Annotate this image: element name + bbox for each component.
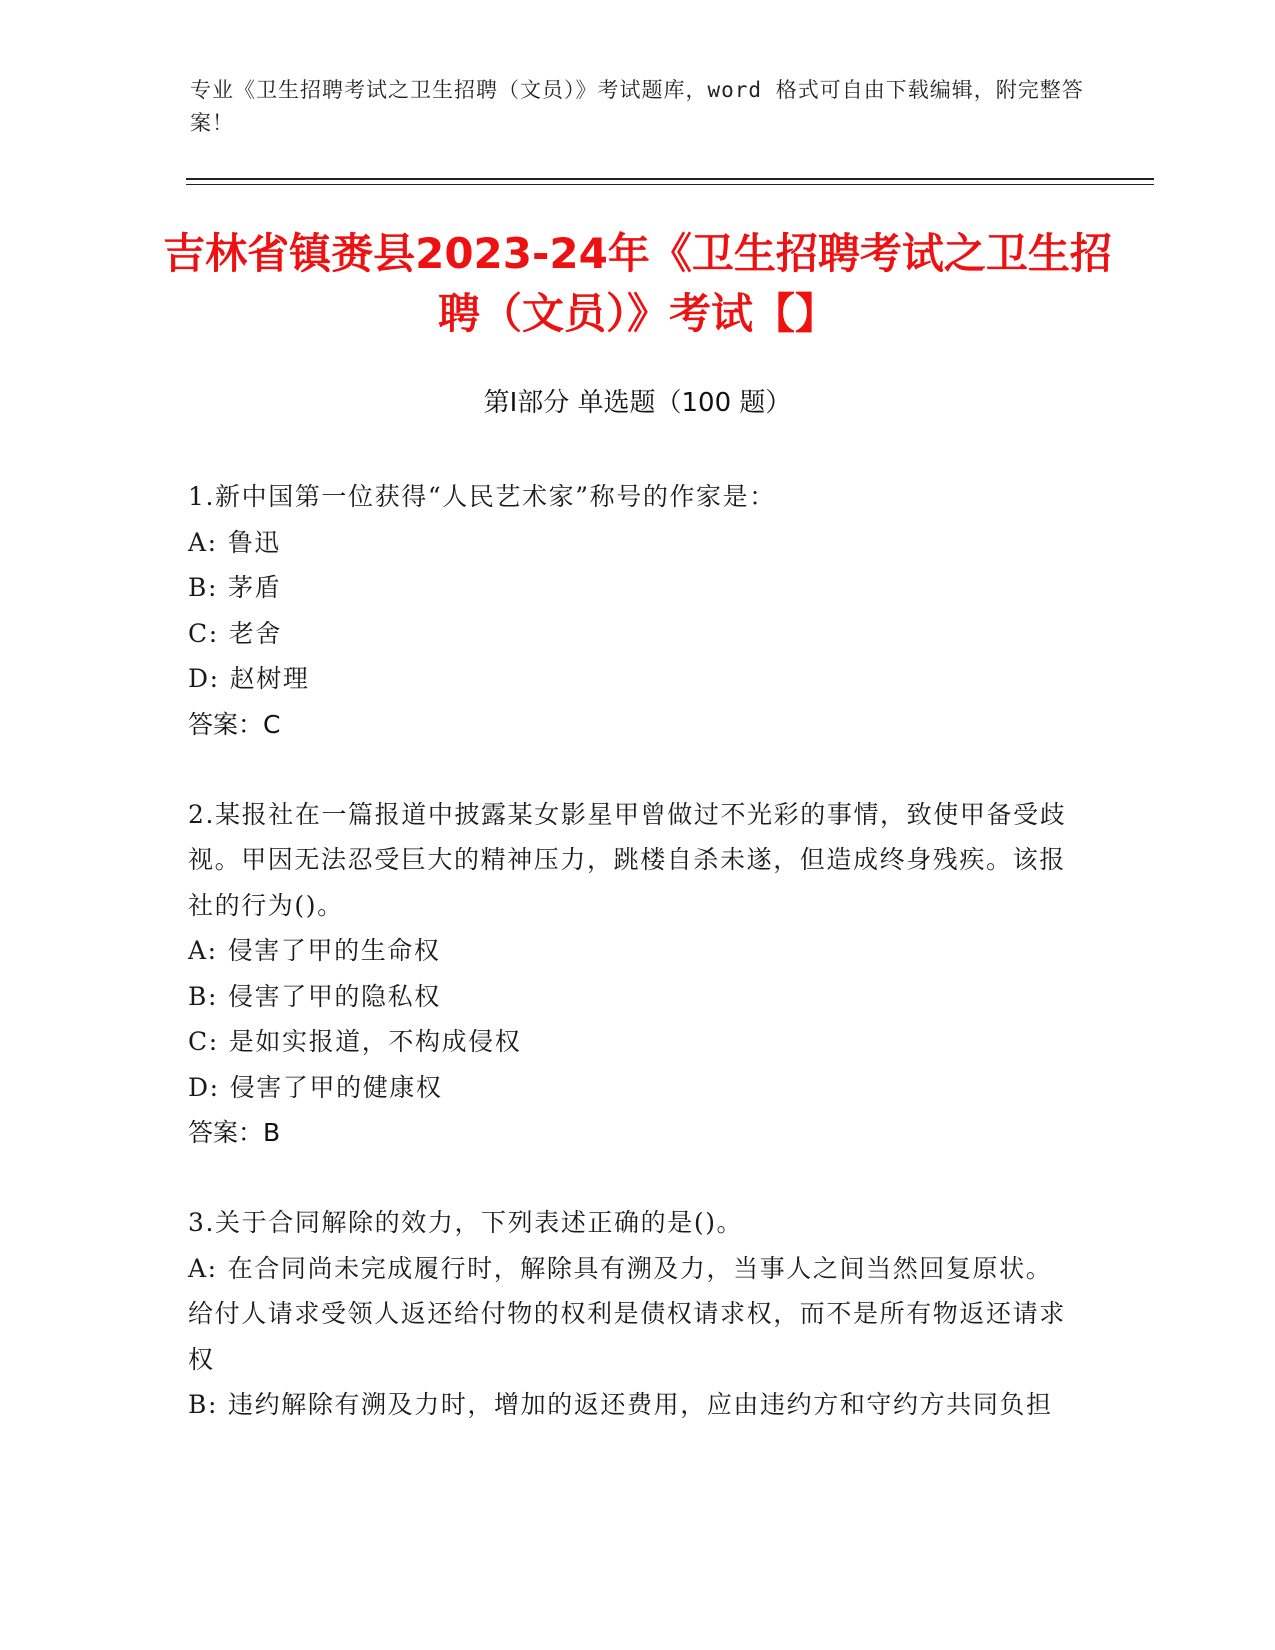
option-letter: D (188, 1072, 210, 1102)
question-stem: 1.新中国第一位获得“人民艺术家”称号的作家是： (188, 482, 776, 511)
question-stem: 3.关于合同解除的效力，下列表述正确的是()。 (188, 1208, 744, 1237)
option-letter: C (188, 1027, 209, 1056)
option-letter: A (188, 936, 208, 965)
option-b: B: 茅盾 (188, 573, 282, 602)
option-text: 是如实报道，不构成侵权 (228, 1027, 522, 1056)
option-text: 鲁迅 (227, 527, 281, 557)
option-text: 茅盾 (228, 573, 282, 602)
option-b: B: 违约解除有溯及力时，增加的返还费用，应由违约方和守约方共同负担 (188, 1390, 1053, 1419)
document-title: 吉林省镇赉县2023-24年《卫生招聘考试之卫生招聘（文员）》考试【】 (163, 229, 1112, 338)
header-rule-thin (186, 184, 1154, 185)
option-letter: C (188, 618, 209, 648)
option-letter: A (188, 527, 208, 557)
option-text: 违约解除有溯及力时，增加的返还费用，应由违约方和守约方共同负担 (228, 1390, 1053, 1419)
option-letter: B (188, 573, 208, 602)
option-c: C: 是如实报道，不构成侵权 (188, 1027, 522, 1056)
answer-line: 答案：B (188, 1118, 281, 1147)
option-letter: A (188, 1253, 208, 1283)
option-a: A: 在合同尚未完成履行时，解除具有溯及力，当事人之间当然回复原状。给付人请求受领人返还给付物的权利是债权请求权，而不是所有物返还请求权 (188, 1253, 1066, 1374)
option-text: 赵树理 (229, 664, 310, 693)
option-a: A: 鲁迅 (188, 527, 281, 557)
option-b: B: 侵害了甲的隐私权 (188, 981, 441, 1011)
question-1 (188, 474, 1078, 748)
option-c: C: 老舍 (188, 618, 282, 648)
option-text: 侵害了甲的生命权 (227, 936, 441, 965)
header-note: 专业《卫生招聘考试之卫生招聘（文员）》考试题库，word 格式可自由下载编辑，附完整答案！ (190, 78, 1084, 135)
option-letter: B (188, 1390, 208, 1419)
answer-line: 答案：C (188, 709, 281, 739)
question-2 (188, 792, 1078, 1157)
option-a: A: 侵害了甲的生命权 (188, 936, 441, 965)
section-title: 第Ⅰ部分 单选题（100 题） (483, 388, 792, 418)
option-d: D: 赵树理 (188, 664, 310, 693)
question-stem: 2.某报社在一篇报道中披露某女影星甲曾做过不光彩的事情，致使甲备受歧视。甲因无法忍受巨大的精神压力，跳楼自杀未遂，但造成终身残疾。该报社的行为()。 (188, 799, 1067, 920)
option-letter: D (188, 664, 210, 693)
option-text: 在合同尚未完成履行时，解除具有溯及力，当事人之间当然回复原状。给付人请求受领人返还给付物的权利是债权请求权，而不是所有物返还请求权 (188, 1253, 1066, 1374)
option-text: 侵害了甲的隐私权 (228, 981, 441, 1011)
option-letter: B (188, 981, 208, 1011)
option-text: 侵害了甲的健康权 (229, 1072, 443, 1102)
question-list (188, 474, 1078, 1472)
question-3 (188, 1200, 1078, 1428)
option-d: D: 侵害了甲的健康权 (188, 1072, 443, 1102)
option-text: 老舍 (228, 618, 282, 648)
header-rule-thick (186, 178, 1154, 180)
